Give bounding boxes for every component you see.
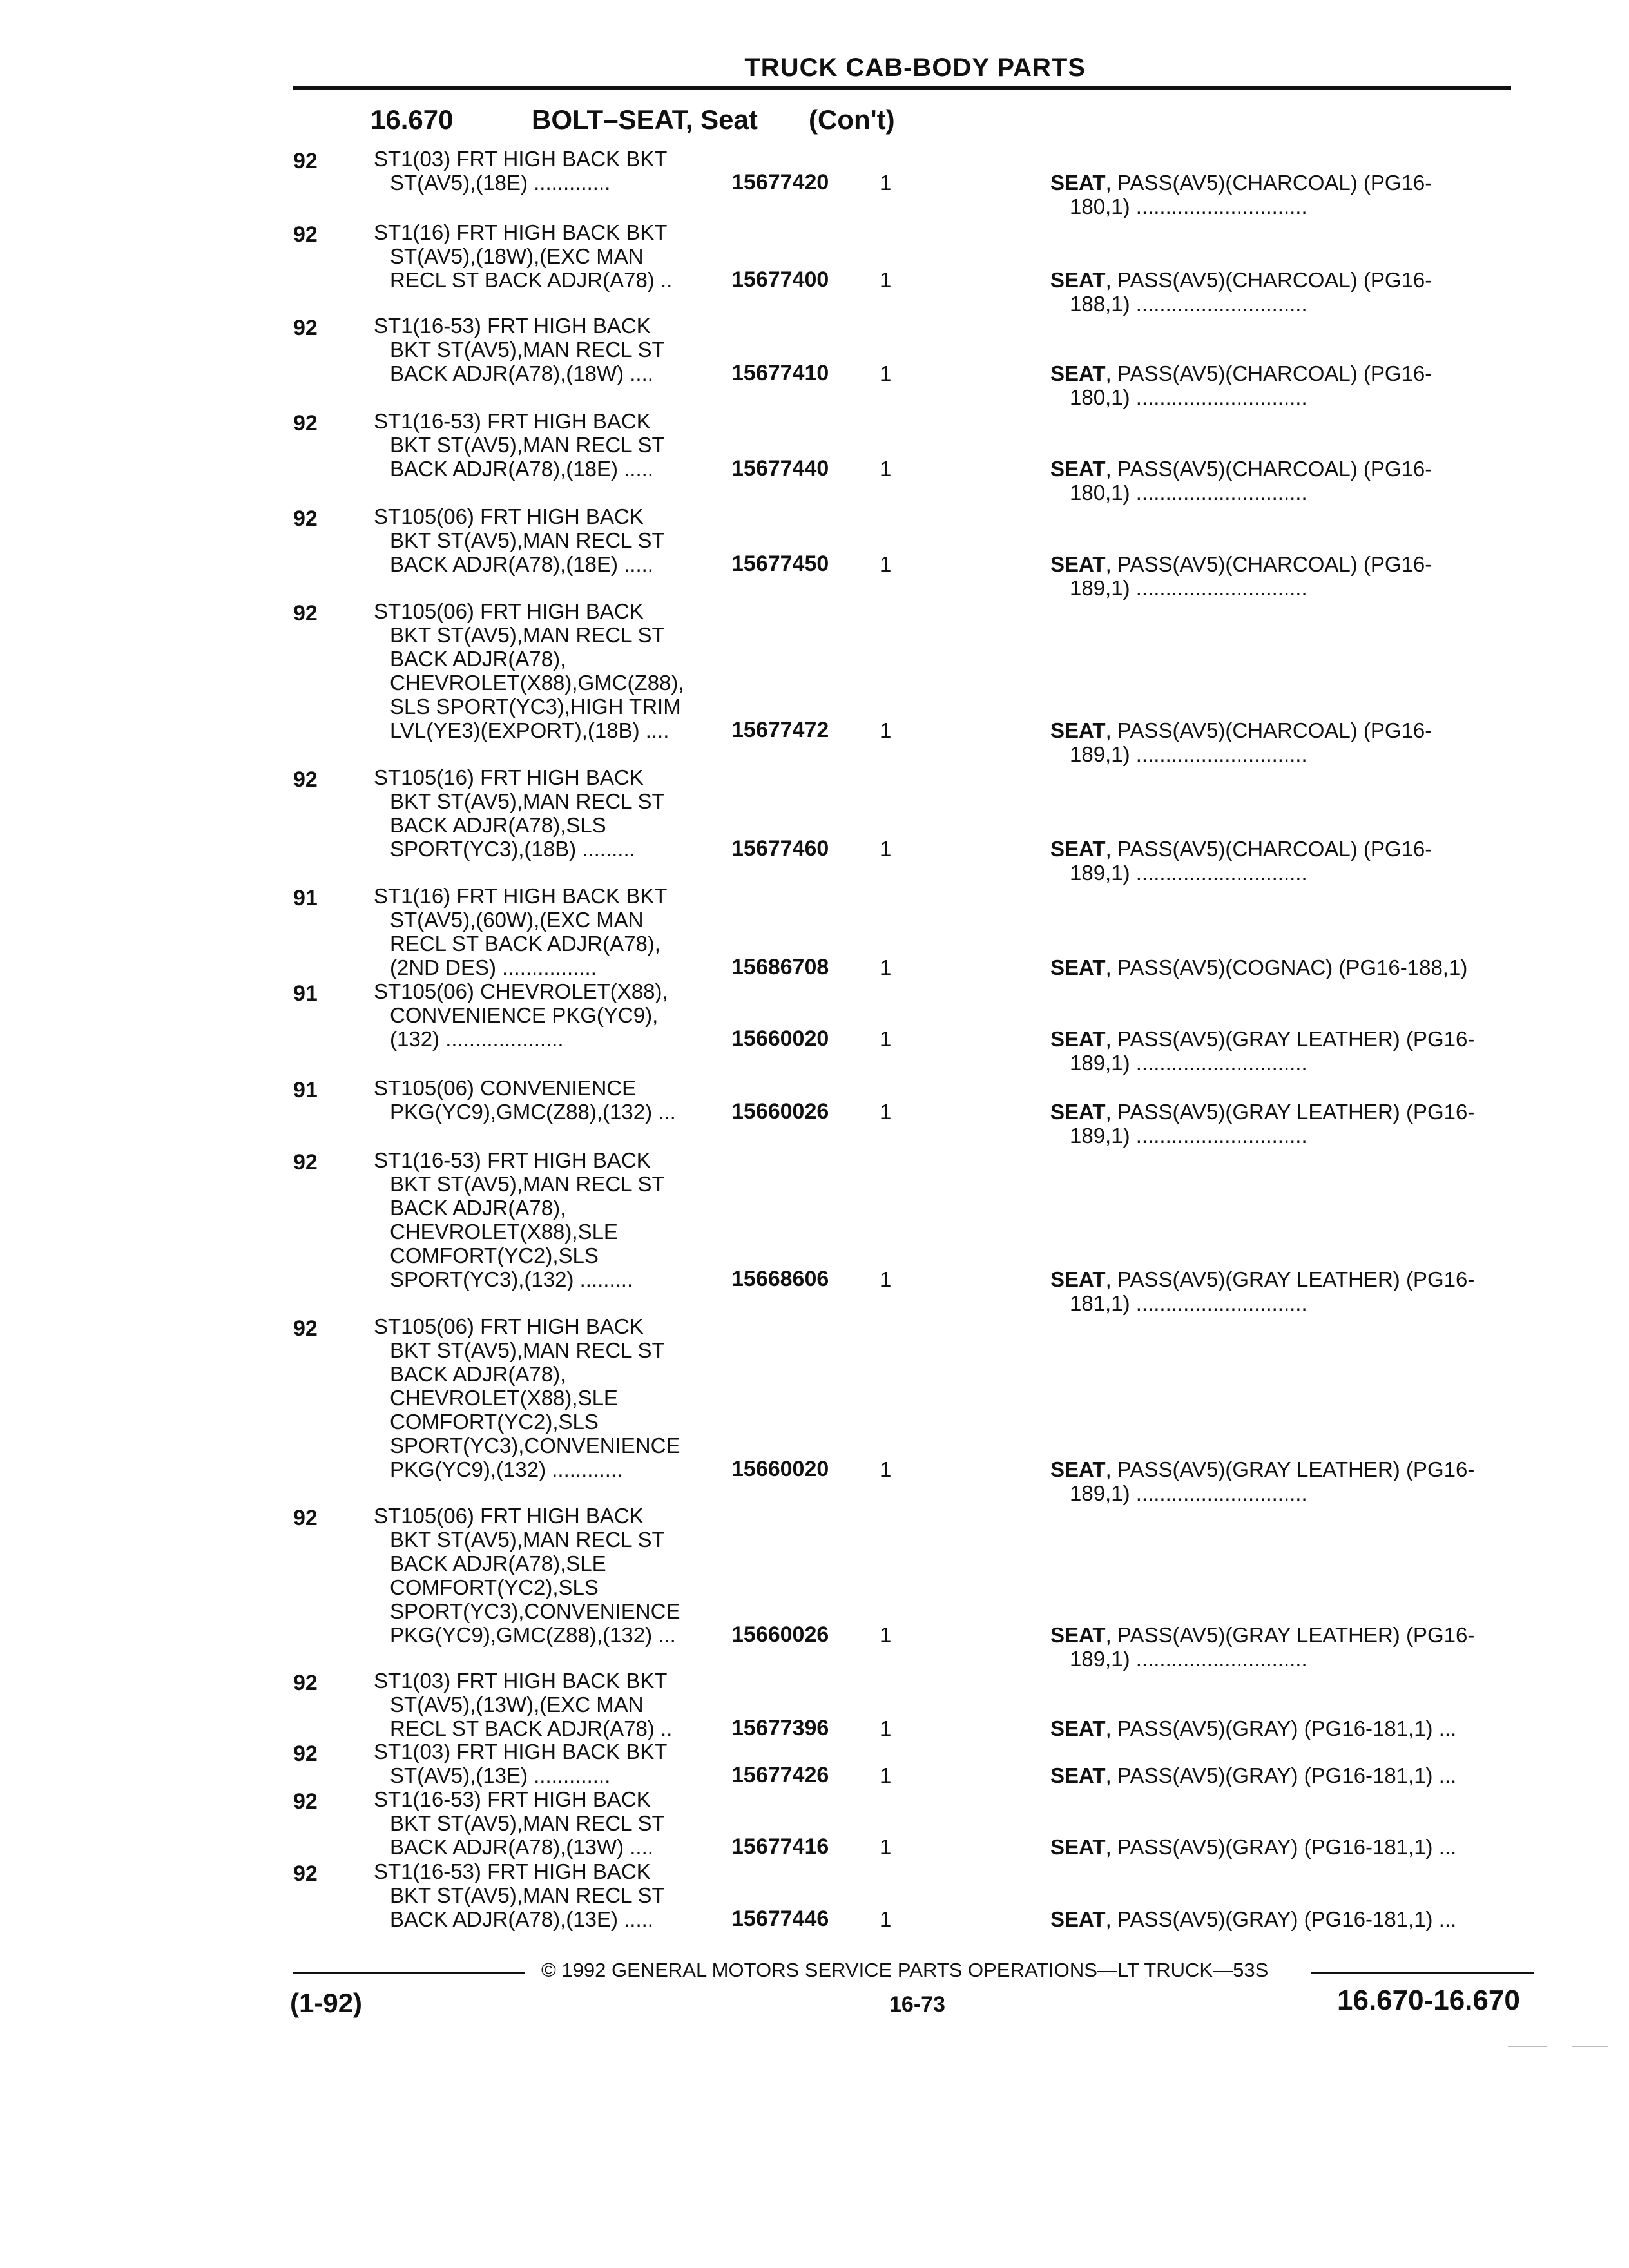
page-title: TRUCK CAB-BODY PARTS <box>744 53 1086 82</box>
reference-continuation: 180,1) ............................. <box>1070 385 1307 409</box>
description-line: ST(AV5),(18E) ............. <box>390 171 611 195</box>
reference-keyword: SEAT <box>1050 171 1106 195</box>
description-line: PKG(YC9),(132) ............ <box>390 1457 623 1481</box>
quantity: 1 <box>880 1027 892 1051</box>
description-line: BACK ADJR(A78), <box>390 647 566 671</box>
illustration-code: 92 <box>293 506 318 531</box>
description-line: BKT ST(AV5),MAN RECL ST <box>390 528 665 552</box>
part-number: 15677446 <box>731 1907 829 1931</box>
footer-page-number: 16-73 <box>889 1992 945 2017</box>
description-line: ST105(06) FRT HIGH BACK <box>374 599 644 623</box>
description-line: LVL(YE3)(EXPORT),(18B) .... <box>390 718 670 742</box>
part-number: 15677420 <box>731 170 829 195</box>
section-number: 16.670 <box>371 104 454 135</box>
reference-text: , PASS(AV5)(GRAY) (PG16-181,1) ... <box>1105 1763 1457 1787</box>
part-description <box>374 1740 735 1787</box>
description-line: BKT ST(AV5),MAN RECL ST <box>390 338 665 361</box>
description-line: BACK ADJR(A78),(13E) ..... <box>390 1907 653 1931</box>
description-line: BKT ST(AV5),MAN RECL ST <box>390 1883 665 1907</box>
part-number: 15660020 <box>731 1457 829 1481</box>
reference-text: , PASS(AV5)(CHARCOAL) (PG16- <box>1105 457 1432 481</box>
section-continued: (Con't) <box>809 104 895 135</box>
usage-reference <box>1050 1907 1521 1931</box>
quantity: 1 <box>880 1457 892 1481</box>
description-line: ST1(03) FRT HIGH BACK BKT <box>374 1740 668 1763</box>
reference-keyword: SEAT <box>1050 268 1106 292</box>
reference-continuation: 181,1) ............................. <box>1070 1291 1307 1315</box>
footer-copyright: © 1992 GENERAL MOTORS SERVICE PARTS OPERATIONS—LT TRUCK—53S <box>541 1959 1269 1981</box>
reference-keyword: SEAT <box>1050 552 1106 576</box>
part-description <box>374 1860 735 1931</box>
part-description <box>374 314 735 385</box>
usage-reference <box>1050 171 1521 218</box>
description-line: ST1(16-53) FRT HIGH BACK <box>374 314 651 338</box>
reference-keyword: SEAT <box>1050 1716 1106 1740</box>
reference-text: , PASS(AV5)(CHARCOAL) (PG16- <box>1105 171 1432 195</box>
part-description <box>374 1148 735 1291</box>
reference-text: , PASS(AV5)(GRAY LEATHER) (PG16- <box>1105 1100 1475 1124</box>
reference-keyword: SEAT <box>1050 1457 1106 1481</box>
description-line: BACK ADJR(A78), <box>390 1362 566 1386</box>
reference-keyword: SEAT <box>1050 1907 1106 1931</box>
usage-reference <box>1050 1027 1521 1075</box>
description-line: RECL ST BACK ADJR(A78), <box>390 932 660 956</box>
description-line: BACK ADJR(A78),SLS <box>390 813 606 837</box>
reference-continuation: 189,1) ............................. <box>1070 861 1307 885</box>
part-number: 15677460 <box>731 836 829 861</box>
illustration-code: 92 <box>293 601 318 626</box>
quantity: 1 <box>880 1716 892 1740</box>
quantity: 1 <box>880 171 892 195</box>
description-line: BACK ADJR(A78),(18E) ..... <box>390 457 653 481</box>
part-number: 15677400 <box>731 267 829 292</box>
description-line: ST1(16-53) FRT HIGH BACK <box>374 1860 651 1883</box>
usage-reference <box>1050 1763 1521 1787</box>
reference-keyword: SEAT <box>1050 457 1106 481</box>
illustration-code: 92 <box>293 1671 318 1695</box>
reference-keyword: SEAT <box>1050 956 1106 979</box>
description-line: SPORT(YC3),(132) ......... <box>390 1267 633 1291</box>
scan-artifact <box>1572 2046 1608 2047</box>
part-number: 15677440 <box>731 456 829 481</box>
reference-text: , PASS(AV5)(CHARCOAL) (PG16- <box>1105 268 1432 292</box>
part-description <box>374 765 735 861</box>
quantity: 1 <box>880 268 892 292</box>
quantity: 1 <box>880 837 892 861</box>
part-description <box>374 1504 735 1647</box>
description-line: (2ND DES) ................ <box>390 956 597 979</box>
description-line: BKT ST(AV5),MAN RECL ST <box>390 1528 665 1552</box>
description-line: COMFORT(YC2),SLS <box>390 1575 599 1599</box>
description-line: ST1(03) FRT HIGH BACK BKT <box>374 147 668 171</box>
part-description <box>374 884 735 979</box>
description-line: BKT ST(AV5),MAN RECL ST <box>390 1338 665 1362</box>
part-number: 15677396 <box>731 1716 829 1740</box>
footer-date: (1-92) <box>290 1988 363 2018</box>
quantity: 1 <box>880 552 892 576</box>
reference-text: , PASS(AV5)(GRAY LEATHER) (PG16- <box>1105 1027 1475 1051</box>
description-line: ST(AV5),(13E) ............. <box>390 1763 611 1787</box>
reference-keyword: SEAT <box>1050 1623 1106 1647</box>
reference-text: , PASS(AV5)(CHARCOAL) (PG16- <box>1105 718 1432 742</box>
part-description <box>374 1314 735 1481</box>
illustration-code: 92 <box>293 316 318 340</box>
reference-keyword: SEAT <box>1050 837 1106 861</box>
reference-keyword: SEAT <box>1050 718 1106 742</box>
description-line: ST1(16-53) FRT HIGH BACK <box>374 1148 651 1172</box>
reference-text: , PASS(AV5)(GRAY) (PG16-181,1) ... <box>1105 1716 1457 1740</box>
quantity: 1 <box>880 1835 892 1859</box>
footer-rule-left <box>293 1972 525 1974</box>
description-line: PKG(YC9),GMC(Z88),(132) ... <box>390 1100 676 1124</box>
usage-reference <box>1050 1716 1521 1740</box>
description-line: BKT ST(AV5),MAN RECL ST <box>390 1172 665 1196</box>
reference-keyword: SEAT <box>1050 1100 1106 1124</box>
description-line: BACK ADJR(A78),(13W) .... <box>390 1835 653 1859</box>
usage-reference <box>1050 1100 1521 1148</box>
description-line: ST105(06) CONVENIENCE <box>374 1076 637 1100</box>
illustration-code: 92 <box>293 1506 318 1530</box>
description-line: RECL ST BACK ADJR(A78) .. <box>390 268 673 292</box>
reference-text: , PASS(AV5)(GRAY) (PG16-181,1) ... <box>1105 1835 1457 1859</box>
reference-keyword: SEAT <box>1050 1835 1106 1859</box>
quantity: 1 <box>880 1763 892 1787</box>
quantity: 1 <box>880 1907 892 1931</box>
reference-text: , PASS(AV5)(CHARCOAL) (PG16- <box>1105 552 1432 576</box>
reference-continuation: 189,1) ............................. <box>1070 576 1307 600</box>
description-line: RECL ST BACK ADJR(A78) .. <box>390 1716 673 1740</box>
reference-keyword: SEAT <box>1050 361 1106 385</box>
reference-continuation: 188,1) ............................. <box>1070 292 1307 316</box>
description-line: SPORT(YC3),CONVENIENCE <box>390 1434 680 1457</box>
description-line: ST(AV5),(60W),(EXC MAN <box>390 908 644 932</box>
description-line: ST105(06) CHEVROLET(X88), <box>374 979 668 1003</box>
part-description <box>374 505 735 576</box>
illustration-code: 92 <box>293 149 318 173</box>
section-name: BOLT–SEAT, Seat <box>532 104 758 135</box>
illustration-code: 92 <box>293 411 318 436</box>
usage-reference <box>1050 1623 1521 1671</box>
part-number: 15677426 <box>731 1763 829 1787</box>
illustration-code: 92 <box>293 1316 318 1341</box>
part-number: 15677450 <box>731 552 829 576</box>
reference-continuation: 189,1) ............................. <box>1070 1124 1307 1148</box>
description-line: BKT ST(AV5),MAN RECL ST <box>390 433 665 457</box>
illustration-code: 92 <box>293 767 318 792</box>
description-line: ST1(16) FRT HIGH BACK BKT <box>374 220 668 244</box>
reference-continuation: 189,1) ............................. <box>1070 1647 1307 1671</box>
part-number: 15677472 <box>731 718 829 742</box>
illustration-code: 92 <box>293 1861 318 1886</box>
description-line: ST105(06) FRT HIGH BACK <box>374 505 644 528</box>
description-line: CHEVROLET(X88),SLE <box>390 1220 618 1244</box>
description-line: CONVENIENCE PKG(YC9), <box>390 1003 659 1027</box>
part-description <box>374 599 735 742</box>
usage-reference <box>1050 956 1521 979</box>
illustration-code: 92 <box>293 222 318 247</box>
quantity: 1 <box>880 1623 892 1647</box>
reference-continuation: 180,1) ............................. <box>1070 481 1307 505</box>
usage-reference <box>1050 457 1521 505</box>
description-line: BKT ST(AV5),MAN RECL ST <box>390 623 665 647</box>
description-line: COMFORT(YC2),SLS <box>390 1410 599 1434</box>
illustration-code: 91 <box>293 1078 318 1102</box>
footer-section-range: 16.670-16.670 <box>1337 1984 1520 2016</box>
part-description <box>374 409 735 481</box>
usage-reference <box>1050 268 1521 316</box>
illustration-code: 92 <box>293 1742 318 1766</box>
part-number: 15660026 <box>731 1099 829 1124</box>
description-line: SPORT(YC3),(18B) ......... <box>390 837 635 861</box>
description-line: ST(AV5),(13W),(EXC MAN <box>390 1693 644 1716</box>
description-line: CHEVROLET(X88),SLE <box>390 1386 618 1410</box>
part-number: 15677410 <box>731 361 829 385</box>
usage-reference <box>1050 718 1521 766</box>
usage-reference <box>1050 1267 1521 1315</box>
illustration-code: 91 <box>293 981 318 1006</box>
usage-reference <box>1050 837 1521 885</box>
reference-text: , PASS(AV5)(GRAY LEATHER) (PG16- <box>1105 1267 1475 1291</box>
reference-text: , PASS(AV5)(CHARCOAL) (PG16- <box>1105 837 1432 861</box>
quantity: 1 <box>880 956 892 979</box>
description-line: BKT ST(AV5),MAN RECL ST <box>390 1811 665 1835</box>
illustration-code: 92 <box>293 1150 318 1175</box>
quantity: 1 <box>880 1267 892 1291</box>
part-number: 15660026 <box>731 1622 829 1647</box>
scan-artifact <box>1508 2046 1547 2047</box>
part-description <box>374 147 735 195</box>
description-line: ST1(16-53) FRT HIGH BACK <box>374 1787 651 1811</box>
reference-text: , PASS(AV5)(CHARCOAL) (PG16- <box>1105 361 1432 385</box>
reference-continuation: 189,1) ............................. <box>1070 742 1307 766</box>
description-line: (132) .................... <box>390 1027 564 1051</box>
description-line: BACK ADJR(A78),(18W) .... <box>390 361 653 385</box>
description-line: PKG(YC9),GMC(Z88),(132) ... <box>390 1623 676 1647</box>
reference-continuation: 189,1) ............................. <box>1070 1481 1307 1505</box>
part-number: 15660020 <box>731 1026 829 1051</box>
reference-text: , PASS(AV5)(GRAY LEATHER) (PG16- <box>1105 1457 1475 1481</box>
reference-continuation: 180,1) ............................. <box>1070 195 1307 218</box>
description-line: CHEVROLET(X88),GMC(Z88), <box>390 671 684 695</box>
part-number: 15686708 <box>731 955 829 979</box>
reference-keyword: SEAT <box>1050 1267 1106 1291</box>
description-line: BACK ADJR(A78), <box>390 1196 566 1220</box>
description-line: ST(AV5),(18W),(EXC MAN <box>390 244 644 268</box>
quantity: 1 <box>880 457 892 481</box>
reference-text: , PASS(AV5)(COGNAC) (PG16-188,1) <box>1105 956 1468 979</box>
description-line: ST105(16) FRT HIGH BACK <box>374 765 644 789</box>
part-description <box>374 220 735 292</box>
quantity: 1 <box>880 718 892 742</box>
usage-reference <box>1050 1835 1521 1859</box>
part-description <box>374 979 735 1051</box>
description-line: BKT ST(AV5),MAN RECL ST <box>390 789 665 813</box>
usage-reference <box>1050 361 1521 409</box>
part-number: 15668606 <box>731 1267 829 1291</box>
description-line: COMFORT(YC2),SLS <box>390 1244 599 1267</box>
reference-keyword: SEAT <box>1050 1027 1106 1051</box>
description-line: SLS SPORT(YC3),HIGH TRIM <box>390 695 681 718</box>
illustration-code: 92 <box>293 1789 318 1814</box>
description-line: ST105(06) FRT HIGH BACK <box>374 1504 644 1528</box>
footer-rule-right <box>1311 1972 1534 1974</box>
reference-text: , PASS(AV5)(GRAY) (PG16-181,1) ... <box>1105 1907 1457 1931</box>
description-line: BACK ADJR(A78),SLE <box>390 1552 606 1575</box>
illustration-code: 91 <box>293 886 318 910</box>
quantity: 1 <box>880 1100 892 1124</box>
part-description <box>374 1669 735 1740</box>
part-description <box>374 1787 735 1859</box>
usage-reference <box>1050 1457 1521 1505</box>
usage-reference <box>1050 552 1521 600</box>
description-line: BACK ADJR(A78),(18E) ..... <box>390 552 653 576</box>
description-line: ST1(03) FRT HIGH BACK BKT <box>374 1669 668 1693</box>
reference-text: , PASS(AV5)(GRAY LEATHER) (PG16- <box>1105 1623 1475 1647</box>
description-line: ST1(16) FRT HIGH BACK BKT <box>374 884 668 908</box>
description-line: SPORT(YC3),CONVENIENCE <box>390 1599 680 1623</box>
part-number: 15677416 <box>731 1834 829 1859</box>
part-description <box>374 1076 735 1124</box>
description-line: ST105(06) FRT HIGH BACK <box>374 1314 644 1338</box>
reference-keyword: SEAT <box>1050 1763 1106 1787</box>
description-line: ST1(16-53) FRT HIGH BACK <box>374 409 651 433</box>
reference-continuation: 189,1) ............................. <box>1070 1051 1307 1075</box>
quantity: 1 <box>880 361 892 385</box>
